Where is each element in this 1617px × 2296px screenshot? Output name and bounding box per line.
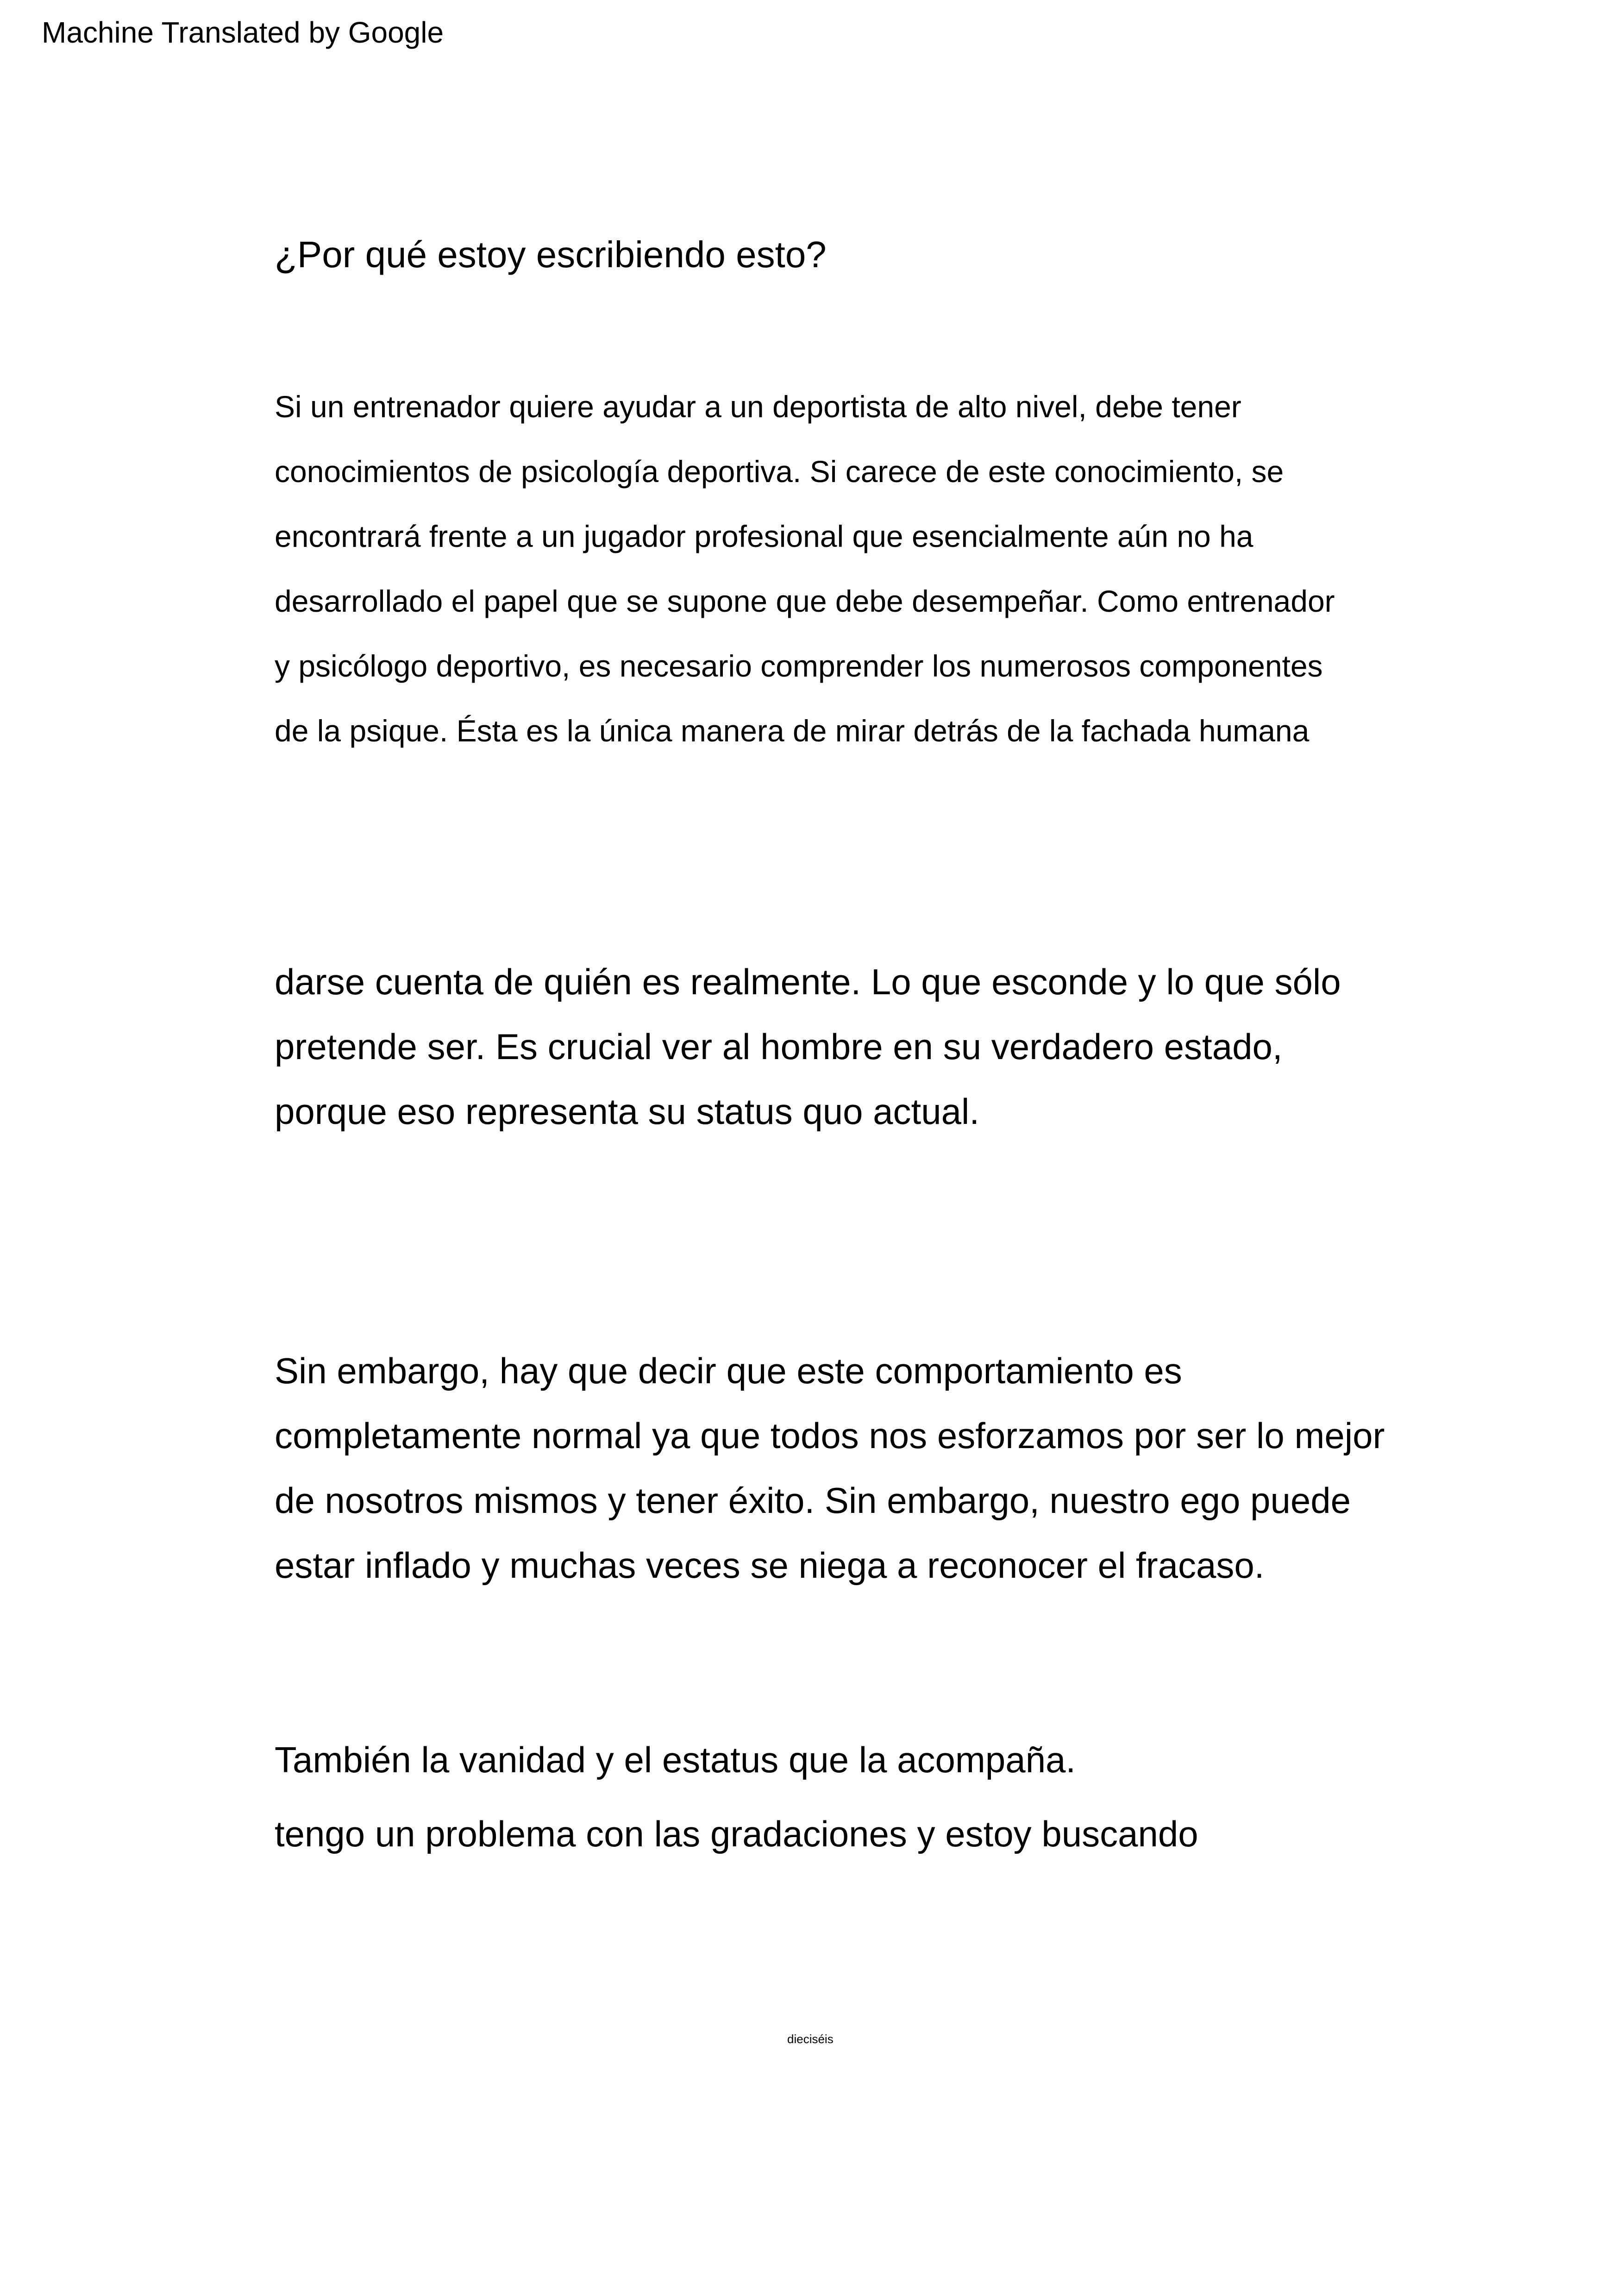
paragraph-line: desarrollado el papel que se supone que debe desempeñar. Como entrenador	[275, 584, 1335, 618]
paragraph-3	[275, 1338, 1385, 1598]
page-number: dieciséis	[787, 2032, 834, 2046]
paragraph-line: pretende ser. Es crucial ver al hombre en su verdadero estado,	[275, 1026, 1283, 1067]
paragraph-line: También la vanidad y el estatus que la acompaña.	[275, 1739, 1076, 1780]
paragraph-line: tengo un problema con las gradaciones y estoy buscando	[275, 1813, 1198, 1854]
paragraph-line: Sin embargo, hay que decir que este comportamiento es	[275, 1350, 1182, 1391]
paragraph-line: de la psique. Ésta es la única manera de mirar detrás de la fachada humana	[275, 714, 1310, 748]
machine-translation-banner: Machine Translated by Google	[42, 16, 444, 49]
page-title: ¿Por qué estoy escribiendo esto?	[275, 234, 827, 275]
paragraph-2	[275, 949, 1341, 1144]
paragraph-line: conocimientos de psicología deportiva. Si carece de este conocimiento, se	[275, 454, 1284, 489]
paragraph-line: estar inflado y muchas veces se niega a reconocer el fracaso.	[275, 1545, 1265, 1586]
paragraph-1	[275, 374, 1335, 763]
paragraph-line: y psicólogo deportivo, es necesario comprender los numerosos componentes	[275, 649, 1323, 683]
paragraph-line: encontrará frente a un jugador profesional que esencialmente aún no ha	[275, 519, 1253, 553]
paragraph-line: completamente normal ya que todos nos esforzamos por ser lo mejor	[275, 1415, 1385, 1456]
paragraph-4	[275, 1723, 1198, 1871]
paragraph-line: Si un entrenador quiere ayudar a un deportista de alto nivel, debe tener	[275, 389, 1241, 424]
paragraph-line: de nosotros mismos y tener éxito. Sin embargo, nuestro ego puede	[275, 1480, 1351, 1521]
paragraph-line: darse cuenta de quién es realmente. Lo que esconde y lo que sólo	[275, 961, 1341, 1002]
paragraph-line: porque eso representa su status quo actual.	[275, 1091, 979, 1132]
